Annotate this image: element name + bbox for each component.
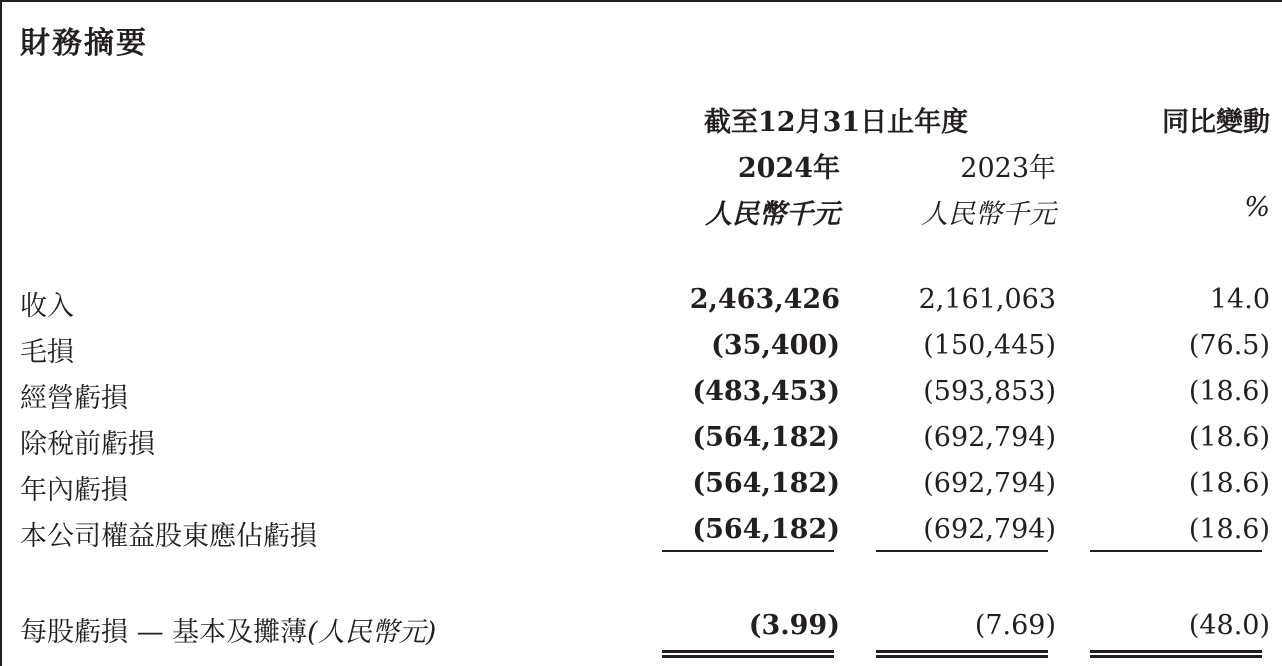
row-label: 除稅前虧損 [20, 429, 155, 460]
unit-change-header: % [1244, 192, 1270, 223]
subtotal-rule-change [1090, 550, 1262, 552]
row-label: 年內虧損 [20, 475, 128, 506]
row-prior-value: (593,853) [923, 376, 1056, 407]
total-double-rule-change [1090, 650, 1262, 658]
row-prior-value: (692,794) [923, 468, 1056, 499]
eps-unit: (人民幣元) [307, 617, 437, 648]
row-change-value: (18.6) [1188, 468, 1270, 499]
row-change-value: 14.0 [1209, 284, 1270, 315]
change-header: 同比變動 [1162, 107, 1270, 138]
row-change-value: (76.5) [1188, 330, 1270, 361]
row-label: 毛損 [20, 337, 74, 368]
page-border-left [0, 0, 2, 666]
row-prior-value: 2,161,063 [918, 284, 1056, 315]
row-change-value: (18.6) [1188, 514, 1270, 545]
subtotal-rule-prior [876, 550, 1048, 552]
row-change-value: (18.6) [1188, 422, 1270, 453]
row-prior-value: (692,794) [923, 514, 1056, 545]
row-current-value: (35,400) [711, 330, 840, 361]
row-label: 經營虧損 [20, 383, 128, 414]
eps-change-value: (48.0) [1188, 610, 1270, 641]
subtotal-rule-current [662, 550, 834, 552]
total-double-rule-prior [876, 650, 1048, 658]
row-current-value: 2,463,426 [689, 284, 840, 315]
eps-label-wrap [20, 610, 436, 649]
total-double-rule-current [662, 650, 834, 658]
page-title: 財務摘要 [20, 26, 148, 61]
row-current-value: (483,453) [692, 376, 840, 407]
period-header: 截至12月31日止年度 [704, 107, 969, 138]
unit-prior-header: 人民幣千元 [921, 199, 1056, 230]
row-label: 本公司權益股東應佔虧損 [20, 521, 317, 552]
row-current-value: (564,182) [692, 468, 840, 499]
page-border-top [0, 0, 1282, 2]
row-prior-value: (692,794) [923, 422, 1056, 453]
eps-label: 每股虧損 — 基本及攤薄 [20, 617, 308, 648]
unit-current-header: 人民幣千元 [705, 199, 840, 230]
eps-current-value: (3.99) [748, 610, 840, 641]
row-current-value: (564,182) [692, 422, 840, 453]
row-prior-value: (150,445) [923, 330, 1056, 361]
row-current-value: (564,182) [692, 514, 840, 545]
eps-prior-value: (7.69) [974, 610, 1056, 641]
row-label: 收入 [20, 291, 74, 322]
row-change-value: (18.6) [1188, 376, 1270, 407]
year-prior-header: 2023年 [960, 153, 1056, 184]
year-current-header: 2024年 [737, 153, 840, 184]
